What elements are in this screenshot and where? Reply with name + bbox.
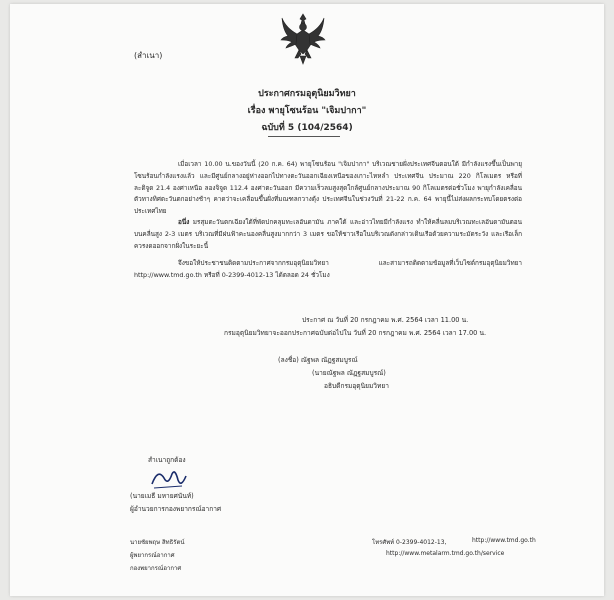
footer-service-link[interactable]: http://www.metalarm.tmd.go.th/service xyxy=(386,550,505,557)
document-page xyxy=(10,4,604,596)
signed-line: (ลงชื่อ) ณัฐพล ณัฏฐสมบูรณ์ xyxy=(278,356,358,364)
body-paragraph-1-text: เมื่อเวลา 10.00 น.ของวันนี้ (20 ก.ค. 64) พายุโซนร้อน "เจิมปากา" บริเวณชายฝั่งประเทศจีนตอนใต้ มีกำลังแรงขึ้นเป็นพายุโซนร้อนกำลังแรงแล้ว และมีศูนย์กลางอยู่ห่างออกไปทางตะวันออกเฉียงเหนือของเกาะไหหลำ ประเทศจีน ประมาณ 220 กิโลเมตร หรือที่ละติจูด 21.4 องศาเหนือ ลองจิจูด 112.4 องศาตะวันออก มีความเร็วลมสูงสุดใกล้ศูนย์กลางประมาณ 90 กิโลเมตรต่อชั่วโมง พายุกำลังเคลื่อนตัวทางทิศตะวันตกอย่างช้าๆ คาดว่าจะเคลื่อนขึ้นฝั่งที่มณฑลกวางตุ้ง ประเทศจีนในช่วงวันที่ 21-22 ก.ค. 64 พายุนี้ไม่ส่งผลกระทบโดยตรงต่อประเทศไทย xyxy=(134,160,522,216)
footer-phone: โทรศัพท์ 0-2399-4012-13, xyxy=(372,539,447,546)
next-announcement-date: กรมอุตุนิยมวิทยาจะออกประกาศฉบับต่อไปใน วันที่ 20 กรกฎาคม พ.ศ. 2564 เวลา 17.00 น. xyxy=(224,329,487,337)
body-paragraph-3-text: จึงขอให้ประชาชนติดตามประกาศจากกรมอุตุนิยมวิทยา และสามารถติดตามข้อมูลที่เว็บไซต์กรมอุตุนิยมวิทยา http://www.tmd.go.th หรือที่ 0-2399-4012-13 ได้ตลอด 24 ชั่วโมง xyxy=(134,259,522,279)
body-paragraph-2-text: มรสุมตะวันตกเฉียงใต้ที่พัดปกคลุมทะเลอันดามัน ภาคใต้ และอ่าวไทยมีกำลังแรง ทำให้คลื่นลมบริเวณทะเลอันดามันตอนบนคลื่นสูง 2-3 เมตร บริเวณที่มีฝนฟ้าคะนองคลื่นสูงมากกว่า 3 เมตร ขอให้ชาวเรือในบริเวณดังกล่าวเดินเรือด้วยความระมัดระวัง และเรือเล็กควรงดออกจากฝั่งในระยะนี้ xyxy=(134,218,522,250)
signatory-position: อธิบดีกรมอุตุนิยมวิทยา xyxy=(324,382,389,390)
body-paragraph-2-lead: อนึ่ง xyxy=(178,218,190,226)
signatory-name: (นายณัฐพล ณัฏฐสมบูรณ์) xyxy=(312,369,386,377)
footer-officer: นายชัยพฤษ สิทธิรัตน์ xyxy=(130,539,185,546)
certifier-position: ผู้อำนวยการกองพยากรณ์อากาศ xyxy=(130,505,222,513)
body-paragraph-1 xyxy=(134,159,522,218)
body-paragraph-2 xyxy=(134,217,522,252)
title-divider xyxy=(268,136,340,137)
certified-copy-label: สำเนาถูกต้อง xyxy=(148,456,186,464)
handwritten-signature-icon xyxy=(148,464,188,492)
footer-role-1: ผู้พยากรณ์อากาศ xyxy=(130,552,175,559)
announcement-date: ประกาศ ณ วันที่ 20 กรกฎาคม พ.ศ. 2564 เวลา 11.00 น. xyxy=(302,316,469,324)
announcement-title: ประกาศกรมอุตุนิยมวิทยา xyxy=(258,89,356,99)
footer-website-link[interactable]: http://www.tmd.go.th xyxy=(472,537,536,544)
garuda-emblem-icon xyxy=(278,10,328,66)
copy-label: (สำเนา) xyxy=(134,51,163,60)
announcement-subject: เรื่อง พายุโซนร้อน "เจิมปากา" xyxy=(247,106,367,116)
announcement-issue: ฉบับที่ 5 (104/2564) xyxy=(261,123,353,133)
certifier-name: (นายเมธี มหายศนันท์) xyxy=(130,492,194,500)
body-paragraph-3 xyxy=(134,258,522,282)
footer-role-2: กองพยากรณ์อากาศ xyxy=(130,565,182,572)
